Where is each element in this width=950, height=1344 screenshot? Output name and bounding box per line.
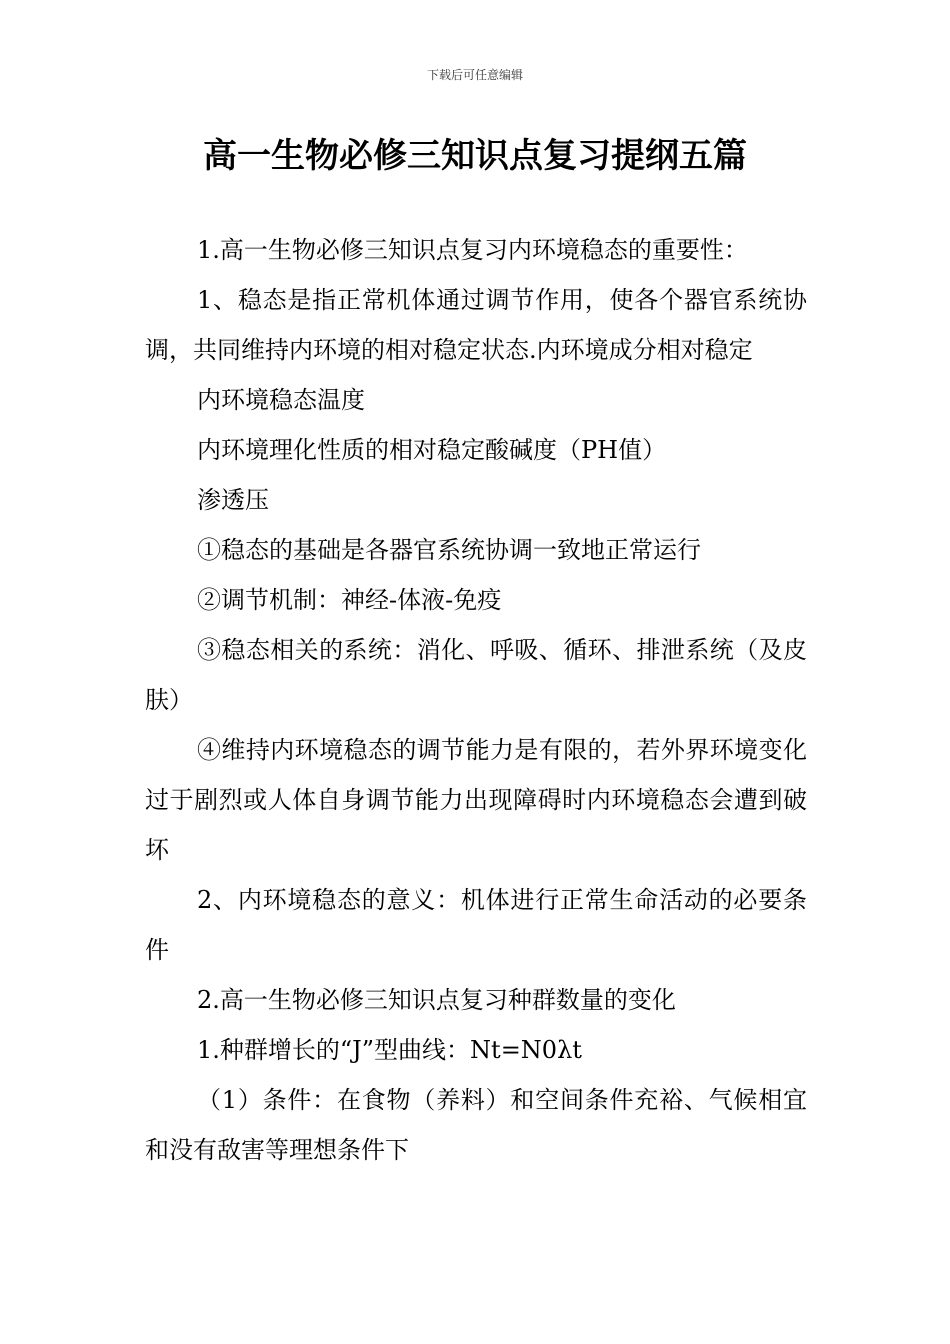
paragraph: 2.高一生物必修三知识点复习种群数量的变化: [197, 986, 676, 1014]
paragraph: 1.种群增长的“J”型曲线：Nt=N0λt: [197, 1036, 582, 1064]
paragraph: ③稳态相关的系统：消化、呼吸、循环、排泄系统（及皮肤）: [145, 636, 807, 714]
document-title: 高一生物必修三知识点复习提纲五篇: [203, 136, 747, 176]
paragraph: 2、内环境稳态的意义：机体进行正常生命活动的必要条件: [145, 886, 807, 964]
paragraph: ②调节机制：神经-体液-免疫: [197, 586, 502, 614]
paragraph: ①稳态的基础是各器官系统协调一致地正常运行: [197, 536, 701, 564]
paragraph: 内环境稳态温度: [197, 386, 365, 414]
document-body: [145, 225, 807, 1175]
paragraph: （1）条件：在食物（养料）和空间条件充裕、气候相宜和没有敌害等理想条件下: [145, 1086, 807, 1164]
paragraph: 1.高一生物必修三知识点复习内环境稳态的重要性：: [197, 236, 748, 264]
header-note: 下载后可任意编辑: [426, 68, 523, 82]
paragraph: 渗透压: [197, 486, 269, 514]
paragraph: ④维持内环境稳态的调节能力是有限的，若外界环境变化过于剧烈或人体自身调节能力出现障碍时内环境稳态会遭到破坏: [145, 736, 807, 864]
paragraph: 1、稳态是指正常机体通过调节作用，使各个器官系统协调，共同维持内环境的相对稳定状态.内环境成分相对稳定: [145, 286, 807, 364]
paragraph: 内环境理化性质的相对稳定酸碱度（PH值）: [197, 436, 667, 464]
